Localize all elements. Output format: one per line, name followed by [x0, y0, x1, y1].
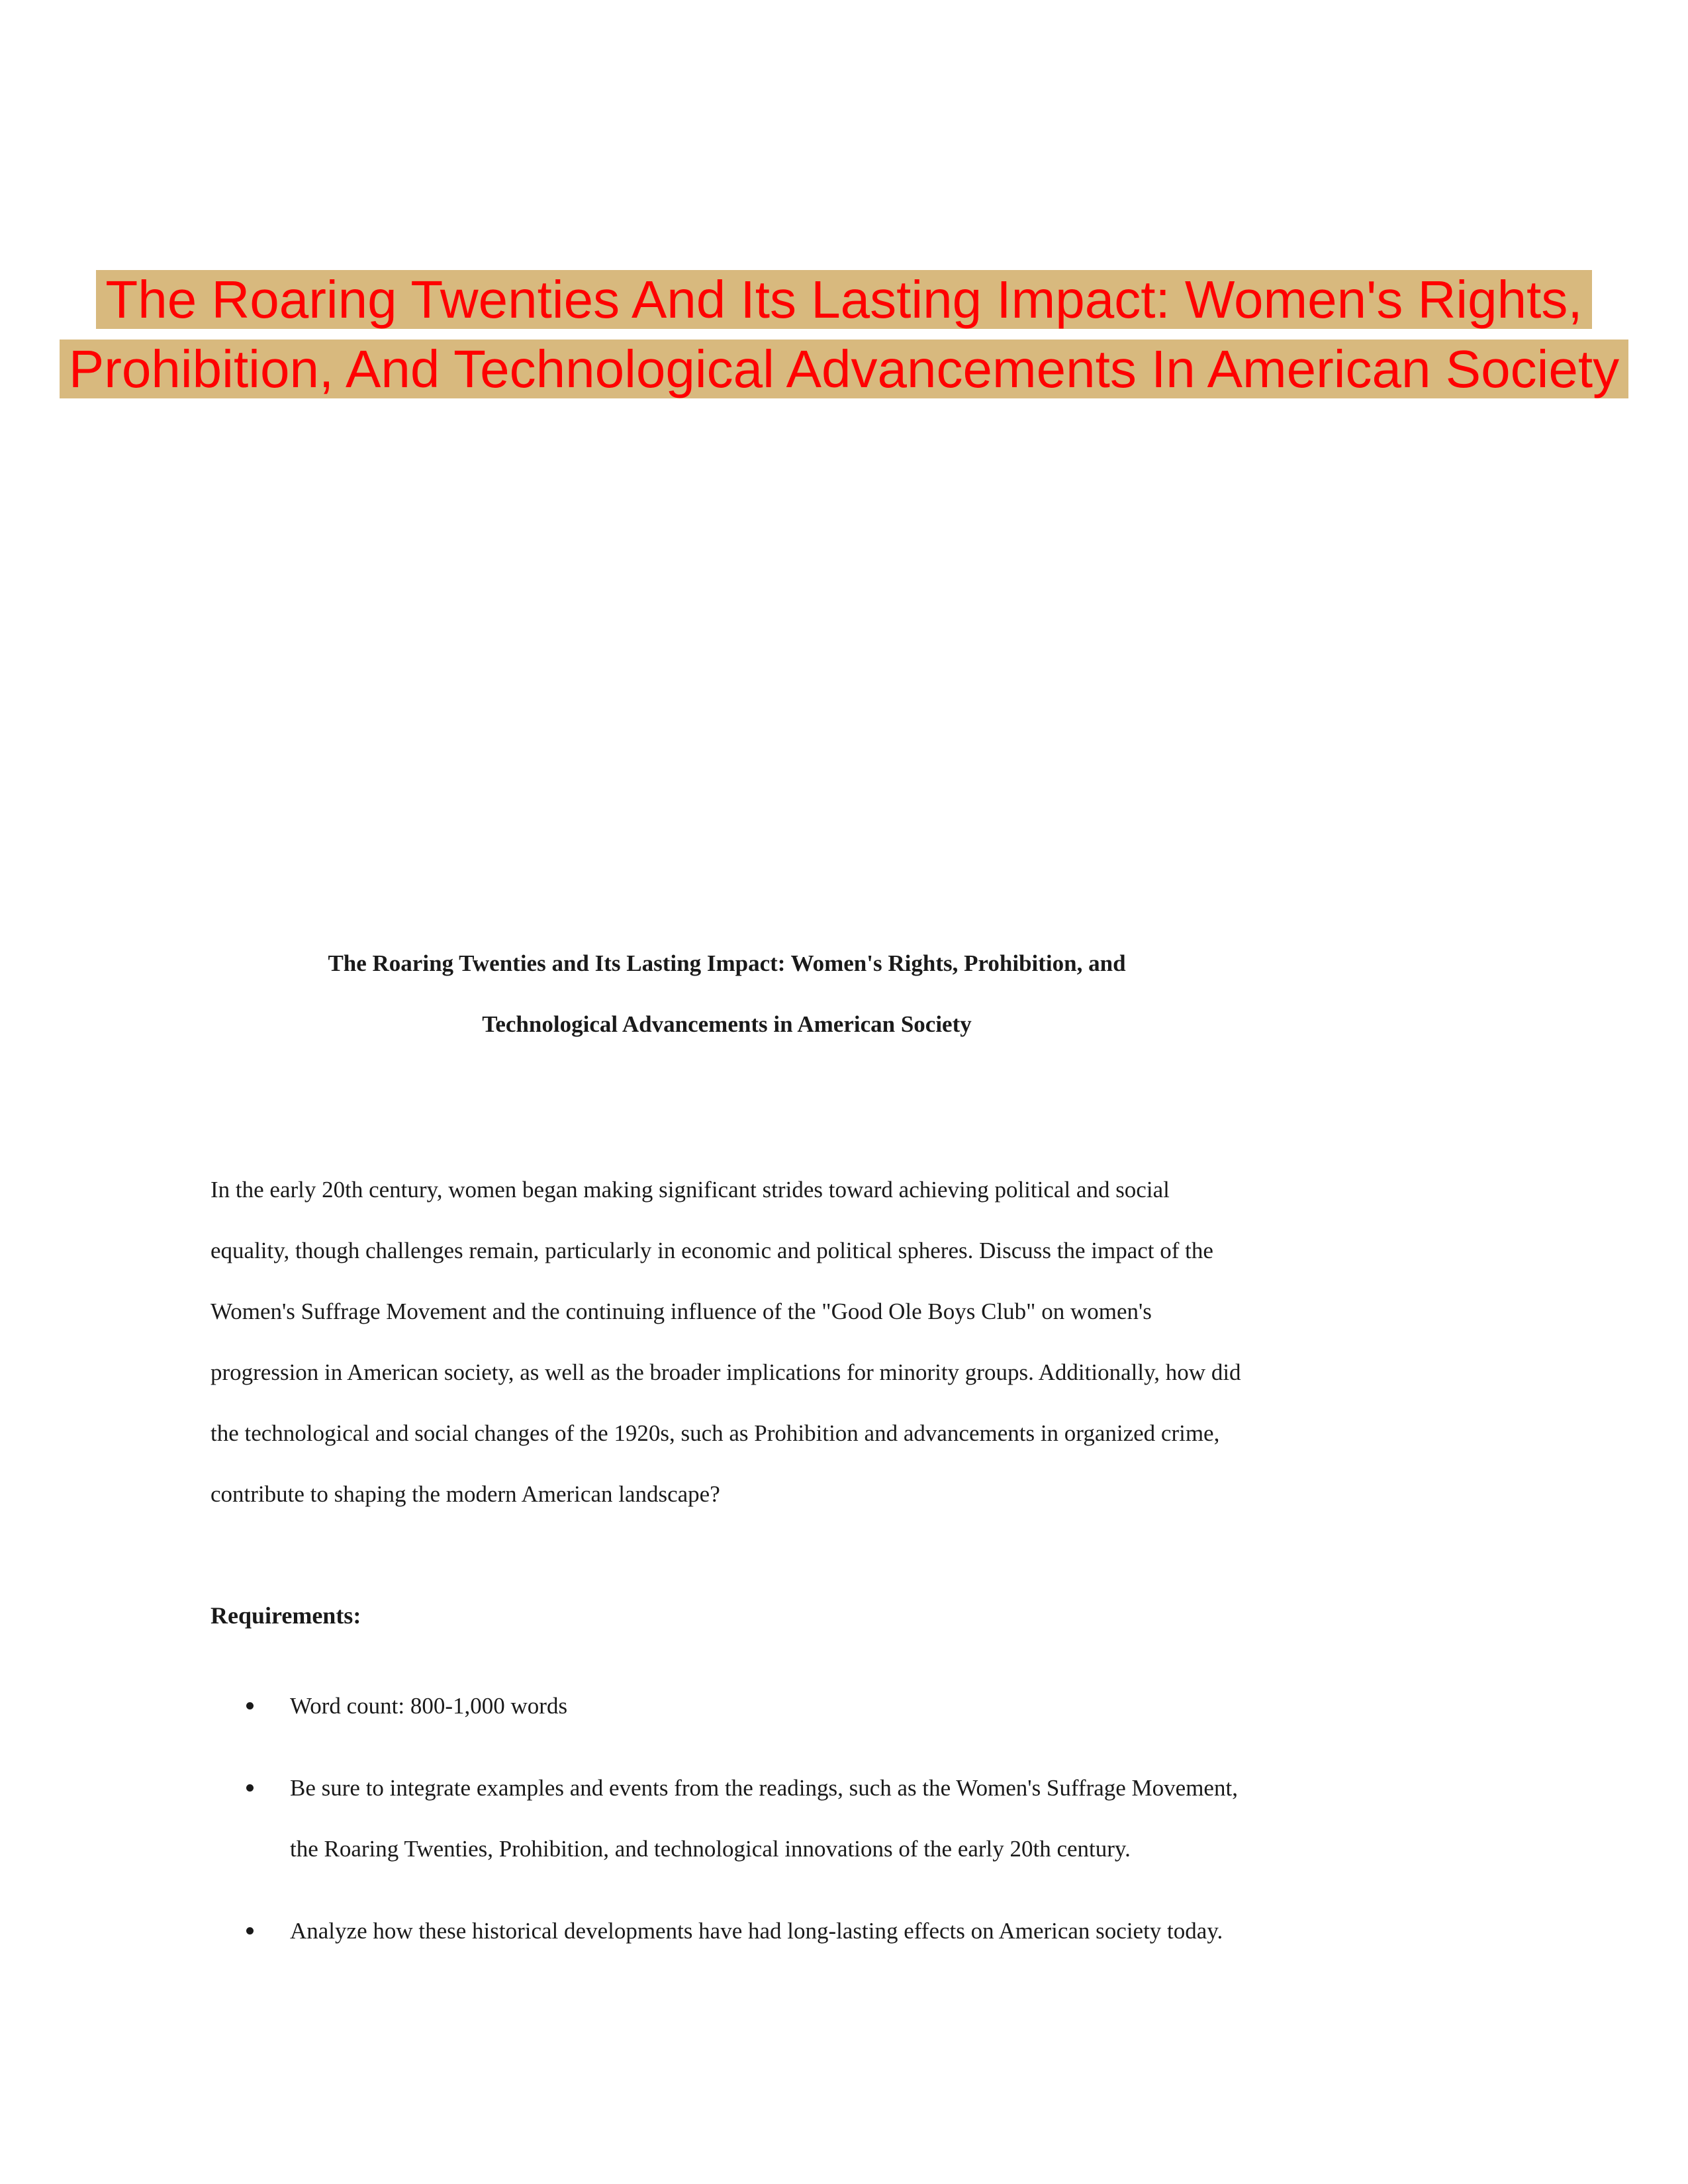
bullet-icon: [246, 1784, 254, 1792]
document-title: [211, 933, 1243, 1055]
document-title-line-2: Technological Advancements in American Society: [482, 1011, 972, 1037]
document-title-line-1: The Roaring Twenties and Its Lasting Impact: Women's Rights, Prohibition, and: [328, 950, 1126, 976]
list-item: [211, 1676, 1243, 1737]
list-item: [211, 1901, 1243, 1962]
bullet-icon: [246, 1927, 254, 1934]
banner-title: [0, 265, 1688, 404]
requirement-text: Word count: 800-1,000 words: [290, 1693, 568, 1719]
banner-title-text: The Roaring Twenties And Its Lasting Impact: Women's Rights, Prohibition, And Technological Advancements In American Society: [60, 270, 1628, 398]
requirement-text: Be sure to integrate examples and events from the readings, such as the Women's Suffrage Movement, the Roaring Twenties, Prohibition, and technological innovations of the early 20th century.: [290, 1775, 1238, 1862]
requirement-text: Analyze how these historical developments have had long-lasting effects on American society today.: [290, 1918, 1223, 1944]
prompt-paragraph: In the early 20th century, women began making significant strides toward achieving political and social equality, though challenges remain, particularly in economic and political spheres. Discuss the impact of the Women's Suffrage Movement and the continuing influence of the "Good Ole Boys Club" on women's progression in American society, as well as the broader implications for minority groups. Additionally, how did the technological and social changes of the 1920s, such as Prohibition and advancements in organized crime, contribute to shaping the modern American landscape?: [211, 1177, 1241, 1507]
requirements-list: [211, 1676, 1243, 1983]
bullet-icon: [246, 1702, 254, 1709]
list-item: [211, 1758, 1243, 1880]
requirements-heading: Requirements:: [211, 1602, 361, 1629]
